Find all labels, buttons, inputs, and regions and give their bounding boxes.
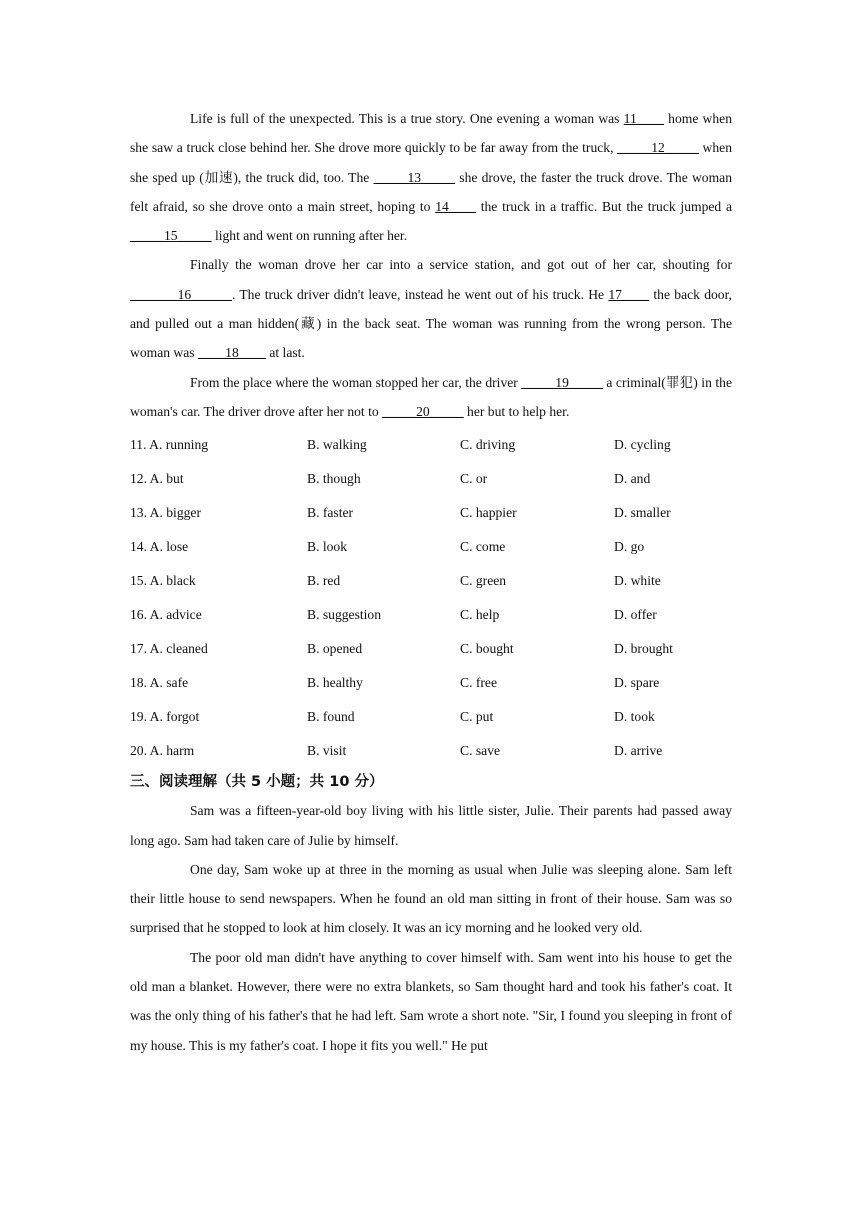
document-page [130, 104, 732, 1060]
option-c: C. free [460, 675, 497, 691]
cloze-text: Life is full of the unexpected. This is a true story. One evening a woman was [190, 111, 624, 126]
cloze-paragraph-3 [130, 368, 732, 427]
option-a: 19. A. forgot [130, 709, 200, 725]
option-c: C. happier [460, 505, 517, 521]
reading-paragraph-2: One day, Sam woke up at three in the morning as usual when Julie was sleeping alone. Sam left their little house to send newspapers. When he found an old man sitting in front of their house. Sam was so surprised that he stopped to look at him closely. It was an icy morning and he looked very old. [130, 861, 732, 936]
cloze-text: a criminal(罪犯) in the woman's car. The driver drove after her not to [130, 374, 732, 419]
blank-12: _____12_____ [617, 140, 699, 156]
section-title: 三、阅读理解（共 5 小题；共 10 分） [130, 774, 384, 791]
option-d: D. brought [614, 641, 673, 657]
option-c: C. save [460, 743, 501, 759]
option-row [130, 564, 732, 598]
option-a: 13. A. bigger [130, 505, 201, 521]
option-b: B. look [307, 539, 348, 555]
blank-11: 11____ [623, 111, 664, 126]
option-d: D. offer [614, 607, 657, 623]
blank-20: _____20_____ [382, 403, 464, 419]
option-row [130, 666, 732, 700]
cloze-paragraph-2 [130, 250, 732, 367]
cloze-text: the back door, and pulled out a man hidden(藏) in the back seat. The woman was running from the wrong person. The woman was [130, 286, 732, 361]
option-d: D. took [614, 709, 655, 725]
cloze-text: home when she saw a truck close behind her. She drove more quickly to be far away from the truck, [130, 111, 732, 156]
cloze-text: . The truck driver didn't leave, instead he went out of his truck. He [231, 286, 609, 302]
cloze-text: at last. [265, 345, 305, 361]
cloze-text: light and went on running after her. [211, 228, 408, 244]
option-d: D. white [614, 573, 661, 589]
option-a: 11. A. running [130, 437, 209, 453]
cloze-text: when she sped up (加速), the truck did, too. The [130, 140, 732, 185]
option-b: B. suggestion [307, 607, 382, 623]
option-b: B. healthy [307, 675, 363, 691]
blank-17: 17____ [608, 286, 650, 302]
option-d: D. smaller [614, 505, 671, 521]
option-d: D. and [614, 471, 651, 487]
option-row [130, 530, 732, 564]
blank-14: 14____ [435, 198, 476, 214]
cloze-text: From the place where the woman stopped her car, the driver [190, 374, 522, 390]
blank-16: _______16______ [130, 286, 232, 302]
option-row [130, 632, 732, 666]
option-c: C. driving [460, 437, 516, 453]
option-b: B. walking [307, 437, 367, 453]
option-a: 20. A. harm [130, 743, 195, 759]
reading-paragraph-1: Sam was a fifteen-year-old boy living with his little sister, Julie. Their parents had passed away long ago. Sam had taken care of Julie by himself. [130, 803, 732, 848]
cloze-text: she drove, the faster the truck drove. The woman felt afraid, so she drove onto a main street, hoping to [130, 169, 732, 214]
option-row [130, 700, 732, 734]
option-c: C. or [460, 471, 488, 487]
option-b: B. though [307, 471, 361, 487]
option-c: C. help [460, 607, 500, 623]
option-row [130, 598, 732, 632]
blank-13: _____13_____ [373, 169, 456, 185]
option-c: C. bought [460, 641, 514, 657]
cloze-text: Finally the woman drove her car into a service station, and got out of her car, shouting for [190, 257, 732, 273]
option-a: 17. A. cleaned [130, 641, 208, 657]
option-b: B. found [307, 709, 355, 725]
option-a: 12. A. but [130, 471, 184, 487]
option-b: B. red [307, 573, 341, 589]
option-c: C. put [460, 709, 494, 725]
option-c: C. green [460, 573, 507, 589]
blank-18: ____18____ [197, 345, 266, 361]
option-a: 15. A. black [130, 573, 196, 589]
option-b: B. faster [307, 505, 354, 521]
option-row [130, 734, 732, 768]
option-d: D. go [614, 539, 645, 555]
option-d: D. spare [614, 675, 660, 691]
options-list [130, 428, 732, 768]
option-a: 16. A. advice [130, 607, 202, 623]
option-b: B. visit [307, 743, 347, 759]
blank-19: _____19_____ [521, 374, 603, 390]
cloze-text: her but to help her. [463, 403, 570, 419]
cloze-paragraph-1 [130, 104, 732, 250]
option-c: C. come [460, 539, 506, 555]
cloze-text: the truck in a traffic. But the truck jumped a [475, 198, 732, 214]
option-b: B. opened [307, 641, 363, 657]
option-row [130, 428, 732, 462]
option-row [130, 462, 732, 496]
reading-paragraph-3: The poor old man didn't have anything to cover himself with. Sam went into his house to get the old man a blanket. However, there were no extra blankets, so Sam thought hard and took his father's coat. It was the only thing of his father's that he had left. Sam wrote a short note. "Sir, I found you sleeping in front of my house. This is my father's coat. I hope it fits you well." He put [130, 949, 732, 1053]
option-a: 18. A. safe [130, 675, 189, 691]
option-d: D. cycling [614, 437, 671, 453]
blank-15: _____15_____ [130, 228, 212, 244]
option-d: D. arrive [614, 743, 663, 759]
option-a: 14. A. lose [130, 539, 189, 555]
option-row [130, 496, 732, 530]
